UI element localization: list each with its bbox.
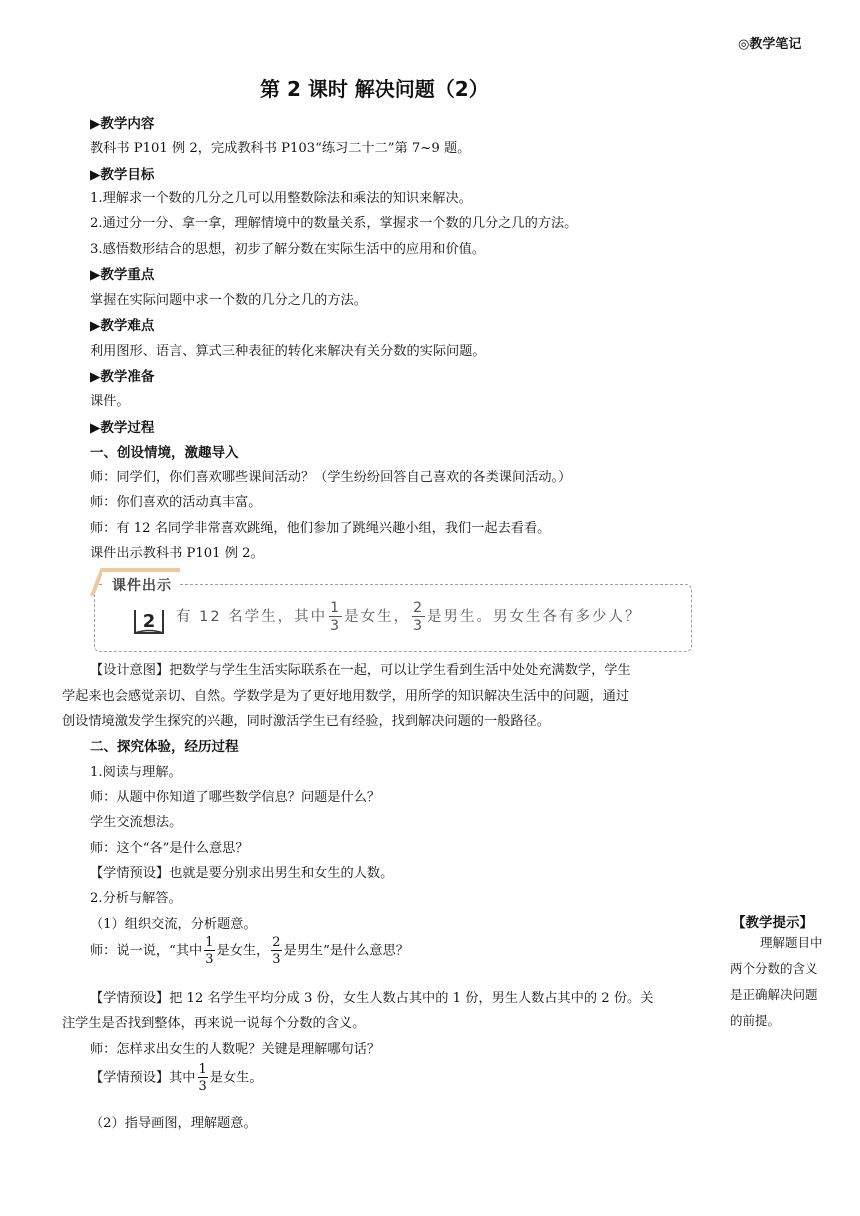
page-title: 第 2 课时 解决问题（2） (260, 77, 489, 101)
example-number-badge (132, 606, 166, 636)
teaching-tip-line: 两个分数的含义 (730, 961, 818, 976)
header-label: 教学笔记 (749, 37, 802, 52)
text: 是男生”是什么意思？ (283, 943, 409, 959)
dialogue-line: 课件出示教科书 P101 例 2。 (90, 546, 264, 561)
dialogue-line: 师：怎样求出女生的人数呢？关键是理解哪句话？ (90, 1042, 381, 1057)
example-text: 有 12 名学生，其中 (176, 609, 328, 625)
dialogue-line: 师：同学们，你们喜欢哪些课间活动？（学生纷纷回答自己喜欢的各类课间活动。） (90, 470, 572, 485)
header-note (738, 33, 801, 52)
dialogue-line: 学生交流想法。 (90, 815, 183, 830)
dialogue-line: 师：有 12 名同学非常喜欢跳绳，他们参加了跳绳兴趣小组，我们一起去看看。 (90, 521, 551, 536)
teaching-tip-heading: 【教学提示】 (732, 915, 813, 931)
key-text: 掌握在实际问题中求一个数的几分之几的方法。 (90, 293, 367, 308)
example-question (176, 601, 642, 633)
dialogue-line: 师：这个“各”是什么意思？ (90, 841, 249, 856)
sub-step-label: （2）指导画图，理解题意。 (90, 1116, 257, 1131)
step-label: 1.阅读与理解。 (90, 765, 182, 780)
prediction-line: 【学情预设】把 12 名学生平均分成 3 份，女生人数占其中的 1 份，男生人数占其中的 2 份。关 (90, 991, 654, 1006)
prediction-line-with-fraction (90, 1063, 263, 1093)
text: 是女生。 (209, 1070, 263, 1086)
sub-step-label: （1）组织交流，分析题意。 (90, 917, 257, 932)
section-heading-content: ▶教学内容 (90, 116, 155, 132)
example-text: 是男生。男女生各有多少人？ (427, 609, 642, 625)
dialogue-line: 【学情预设】也就是要分别求出男生和女生的人数。 (90, 866, 394, 881)
fraction-two-thirds: $\frac{2}{3}$ (272, 935, 281, 967)
section-heading-goals: ▶教学目标 (90, 167, 155, 183)
design-intent-line: 【设计意图】把数学与学生生活实际联系在一起，可以让学生看到生活中处处充满数学，学生 (90, 663, 631, 678)
fraction-one-third: $\frac{1}{3}$ (205, 935, 214, 967)
dialogue-line-with-fractions (90, 936, 409, 966)
goal-item: 2.通过分一分、拿一拿，理解情境中的数量关系，掌握求一个数的几分之几的方法。 (90, 216, 578, 231)
content-text: 教科书 P101 例 2，完成教科书 P103“练习二十二”第 7~9 题。 (90, 141, 471, 156)
text: 是女生， (216, 943, 270, 959)
fraction-two-thirds: $\frac{2}{3}$ (413, 600, 425, 634)
dialogue-line: 师：从题中你知道了哪些数学信息？问题是什么？ (90, 790, 381, 805)
prediction-line: 注学生是否找到整体，再来说一说每个分数的含义。 (62, 1016, 366, 1031)
design-intent-line: 学起来也会感觉亲切、自然。学数学是为了更好地用数学，用所学的知识解决生活中的问题，通过 (62, 689, 630, 704)
section-heading-key: ▶教学重点 (90, 267, 155, 283)
teaching-tip (730, 930, 840, 1034)
goal-item: 1.理解求一个数的几分之几可以用整数除法和乘法的知识来解决。 (90, 191, 472, 206)
difficulty-text: 利用图形、语言、算式三种表征的转化来解决有关分数的实际问题。 (90, 344, 486, 359)
dialogue-line: 师：你们喜欢的活动真丰富。 (90, 495, 262, 510)
text: 【学情预设】其中 (90, 1070, 196, 1086)
example-text: 是女生， (344, 609, 411, 625)
section-heading-process: ▶教学过程 (90, 420, 155, 436)
part2-heading: 二、探究体验，经历过程 (90, 739, 239, 755)
prep-text: 课件。 (90, 394, 130, 409)
fraction-one-third: $\frac{1}{3}$ (198, 1062, 207, 1094)
teaching-tip-line: 的前提。 (730, 1013, 781, 1028)
section-heading-difficulty: ▶教学难点 (90, 318, 155, 334)
teaching-tip-line: 是正确解决问题 (730, 987, 818, 1002)
section-heading-prep: ▶教学准备 (90, 369, 155, 385)
step-label: 2.分析与解答。 (90, 891, 182, 906)
example-tab-label: 课件出示 (112, 578, 172, 594)
teaching-tip-line: 理解题目中 (760, 935, 823, 950)
design-intent-line: 创设情境激发学生探究的兴趣，同时激活学生已有经验，找到解决问题的一般路径。 (62, 714, 550, 729)
fraction-one-third: $\frac{1}{3}$ (330, 600, 342, 634)
text: 师：说一说，“其中 (90, 943, 203, 959)
goal-item: 3.感悟数形结合的思想，初步了解分数在实际生活中的应用和价值。 (90, 242, 486, 257)
circle-dot-icon: ◎ (738, 37, 750, 52)
part1-heading: 一、创设情境，激趣导入 (90, 445, 239, 461)
example-number: 2 (142, 611, 156, 632)
